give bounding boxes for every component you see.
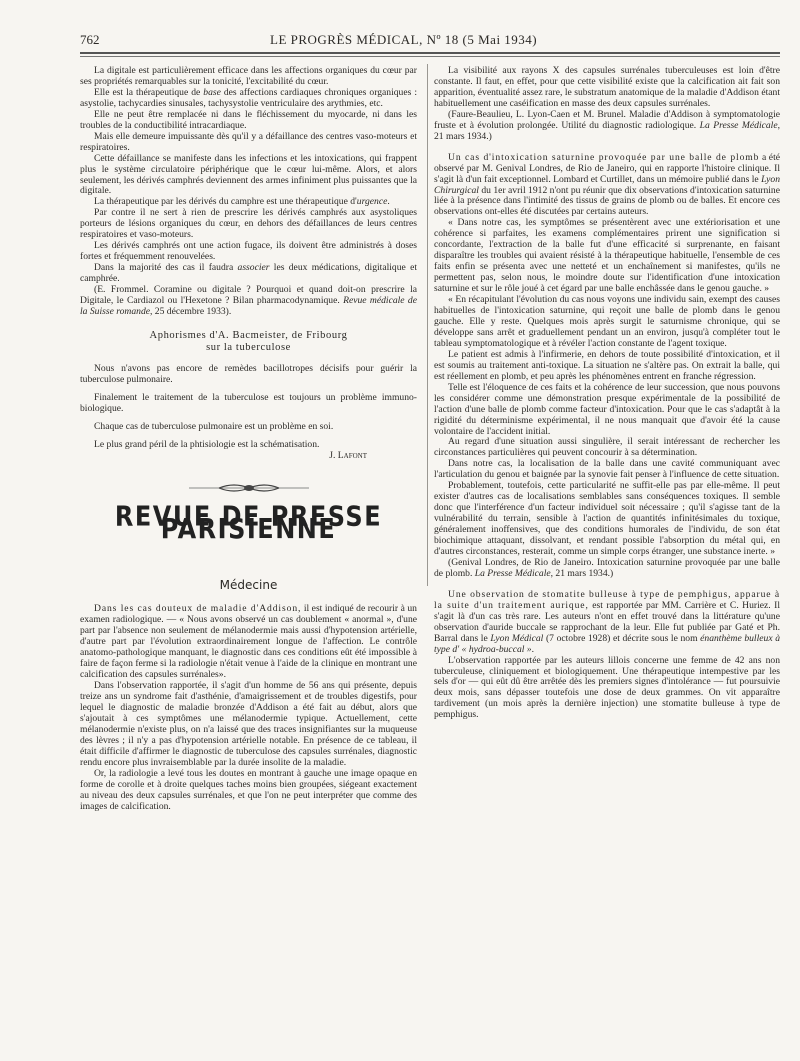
paragraph: Mais elle demeure impuissante dès qu'il y a défaillance des centres vaso-moteurs et respiratoires.	[80, 130, 417, 153]
section-heading: Médecine	[219, 577, 278, 592]
section-banner: REVUE DE PRESSE PARISIENNE	[114, 499, 383, 545]
aphorisms-heading: Aphorismes d'A. Bacmeister, de Fribourg sur la tuberculose	[149, 329, 348, 353]
article-paragraph: Or, la radiologie a levé tous les doutes en montrant à gauche une image opaque en forme de corolle et à droite quelques taches moins bien groupées, siégeant exactement au niveau des deux capsules surrénales, et que l'on ne peut interpréter que comme des images de calcification.	[80, 767, 417, 812]
citation: (E. Frommel. Coramine ou digitale ? Pourquoi et quand doit-on prescrire la Digitale, le Cardiazol ou l'Hexetone ? Bilan pharmacodynamique. Revue médicale de la Suisse romande, 25 décembre 1933).	[80, 284, 417, 317]
aphorism: Finalement le traitement de la tuberculose est toujours un problème immuno-biologique.	[80, 391, 417, 414]
article-paragraph: Dans notre cas, la localisation de la balle dans une cavité communiquant avec l'articulation du genou et baignée par la synovie fait penser à l'influence de cette situation.	[434, 458, 780, 481]
page-header	[80, 32, 780, 54]
article-paragraph: La visibilité aux rayons X des capsules surrénales tuberculeuses est loin d'être constante. Il faut, en effet, pour que cette visibilité existe que la calcification ait fait son apparition, éventualité assez rare, le substratum anatomique de la maladie d'Addison étant habituellement une caséification en masse des deux capsules surrénales.	[434, 65, 780, 109]
article-paragraph: Dans l'observation rapportée, il s'agit d'un homme de 56 ans qui présente, depuis treize ans un syndrome fait d'asthénie, d'amaigrissement et de troubles digestifs, pour lequel le diagnostic de maladie bronzée d'Addison a été fait au début, alors que s'ajoutait à ces symptômes une mélanodermie typique. Actuellement, cette mélanodermie n'existe plus, on n'a laissé que des traces insignifiantes sur la muqueuse des lèvres ; il n'y a pas d'hypotension artérielle notable. En présence de ce tableau, il était difficile d'affirmer le diagnostic de tuberculose des capsules surrénales, diagnostic rendu encore plus invraisemblable par la durée insolite de la maladie.	[80, 680, 417, 768]
running-title: LE PROGRÈS MÉDICAL, Nº 18 (5 Mai 1934)	[270, 32, 538, 47]
article-paragraph: Au regard d'une situation aussi singulière, il serait intéressant de rechercher les circonstances particulières qui peuvent concourir à sa détermination.	[434, 436, 780, 459]
article-paragraph: Une observation de stomatite bulleuse à type de pemphigus, apparue à la suite d'un traitement aurique, est rapportée par MM. Carrière et C. Huriez. Il s'agit là d'un cas très rare. Les auteurs n'ont en effet trouvé dans la littérature qu'une observation d'auride buccale se rapprochant de la leur. Elle fut publiée par Gaté et Ph. Barral dans le Lyon Médical (7 octobre 1928) et décrite sous le nom énanthème bulleux à type d' « hydroa-buccal ».	[434, 588, 780, 655]
article-paragraph: Telle est l'éloquence de ces faits et la cohérence de leur succession, que nous pouvons les considérer comme une démonstration presque expérimentale de la possibilité de l'action d'une balle de plomb comme facteur d'intoxication. Pour que le cas s'adaptât à la rigidité du déterminisme expérimental, il ne nous manquait que d'avoir été la cause volontaire de l'accident initial.	[434, 381, 780, 437]
aphorism: Le plus grand péril de la phtisiologie est la schématisation.	[94, 438, 320, 450]
article-paragraph: « En récapitulant l'évolution du cas nous voyons une individu sain, exempt des causes habituelles de l'intoxication saturnine, qui reçoit une balle de plomb dans le genou gauche. Elle y reste. Quelques mois après surgit le saturnisme chronique, qui se développe sans arrêt et graduellement pendant un an environ, jusqu'à compléter tout le tableau symptomatologique et à révéler l'action constante de l'agent toxique.	[434, 294, 780, 349]
paragraph: La digitale est particulièrement efficace dans les affections organiques du cœur par ses propriétés remarquables sur la tonicité, l'excitabilité du cœur.	[80, 65, 417, 87]
left-column	[80, 66, 417, 813]
paragraph: Cette défaillance se manifeste dans les infections et les intoxications, qui frappent plus le système circulatoire périphérique que le cœur lui-même. Alors, et alors seulement, les dérivés camphrés deviennent des armes infiniment plus puissantes que la digitale.	[80, 152, 417, 197]
article-paragraph: Le patient est admis à l'infirmerie, en dehors de toute possibilité d'intoxication, et il est soumis au traitement anti-toxique. La situation ne s'altère pas. On extrait la balle, qui est réellement en plomb, et peu après les phénomènes entrent en franche régression.	[434, 348, 780, 382]
paragraph: Les dérivés camphrés ont une action fugace, ils doivent être administrés à doses fortes et fréquemment renouvelées.	[80, 240, 417, 263]
aphorism: Nous n'avons pas encore de remèdes bacillotropes décisifs pour guérir la tuberculose pulmonaire.	[80, 362, 417, 385]
header-rule	[80, 52, 780, 54]
paragraph: Dans la majorité des cas il faudra associer les deux médications, digitalique et camphrée.	[80, 262, 417, 285]
paragraph: Par contre il ne sert à rien de prescrire les dérivés camphrés aux asystoliques porteurs de lésions organiques du cœur, en dehors des défaillances de leurs centres respiratoires et vaso-moteurs.	[80, 207, 417, 241]
paragraph: Elle est la thérapeutique de base des affections cardiaques chroniques organiques : asystolie, tachycardies sinusales, tachysystolie ventriculaire des arythmies, etc.	[80, 86, 417, 109]
author-signature: J. Lafont	[329, 449, 367, 461]
article-paragraph: L'observation rapportée par les auteurs lillois concerne une femme de 42 ans non tuberculeuse, cliniquement et biologiquement. Une thérapeutique intempestive par les sels d'or — qui eût dû être arrêtée dès les premiers signes d'intolérance — fut poursuivie deux mois, sans dépasser toutefois une dose de deux grammes. On vit apparaître tardivement (un mois après la dernière injection) une stomatite bulleuse à type de pemphigus.	[434, 654, 780, 721]
column-separator	[427, 64, 428, 586]
citation: (Faure-Beaulieu, L. Lyon-Caen et M. Brunel. Maladie d'Addison à symptomatologie fruste et à évolution prolongée. Utilité du diagnostic radiologique. La Presse Médicale, 21 mars 1934.)	[434, 108, 781, 142]
article-paragraph: Un cas d'intoxication saturnine provoquée par une balle de plomb a été observé par M. Genival Londres, de Rio de Janeiro, qui en rapporte l'histoire clinique. Il s'agit là d'un fait exceptionnel. Lombard et Curtillet, dans un mémoire publié dans le Lyon Chirurgical du 1er avril 1912 n'ont pu réunir que dix observations d'intoxication saturnine liée à la présence dans l'intimité des tissus de grains de plomb ou de balles. Et encore ces observations ont-elles été discutées par certains auteurs.	[434, 151, 780, 218]
article-paragraph: Dans les cas douteux de maladie d'Addison, il est indiqué de recourir à un examen radiologique. — « Nous avons observé un cas doublement « anormal », d'une part par l'absence non seulement de mélanodermie mais aussi d'hypotension artérielle, d'autre part par l'évolution extraordinairement longue de l'affection. Le contrôle anatomo-pathologique manquant, le diagnostic dans ces conditions eût été impossible à faire de façon ferme si la radiologie n'était venue à l'aide de la clinique en montrant une calcification des capsules surrénales».	[80, 603, 417, 681]
right-column	[434, 66, 780, 721]
page-number: 762	[80, 32, 100, 47]
paragraph: Elle ne peut être remplacée ni dans le fléchissement du myocarde, ni dans les troubles de la conductibilité intracardiaque.	[80, 108, 417, 131]
citation: (Genival Londres, de Rio de Janeiro. Intoxication saturnine provoquée par une balle de plomb. La Presse Médicale, 21 mars 1934.)	[434, 556, 780, 579]
aphorism: Chaque cas de tuberculose pulmonaire est un problème en soi.	[94, 420, 334, 432]
article-paragraph: « Dans notre cas, les symptômes se présentèrent avec une extériorisation et une cohérence si parfaites, les examens complémentaires prirent une signification si concordante, l'extraction de la balle fut d'une efficacité si surprenante, en faisant disparaître les troubles qui avaient résisté à la thérapeutique habituelle, l'ensemble de ces faits enfin se présenta avec une netteté et un enchaînement si manifestes, qu'ils ne permettent pas, selon nous, le moindre doute sur l'identification d'une intoxication saturnine et sur le rôle joué à cet égard par une balle enchâssée dans le genou gauche. »	[434, 217, 780, 295]
paragraph: La thérapeutique par les dérivés du camphre est une thérapeutique d'urgence.	[94, 196, 390, 208]
ornament-divider	[189, 482, 309, 494]
article-paragraph: Probablement, toutefois, cette particularité ne suffit-elle pas par elle-même. Il peut exister d'autres cas de localisations semblables sans conséquences toxiques. Il semble donc que l'interférence d'un facteur individuel soit nécessaire ; qu'il s'agisse tant de la vulnérabilité du terrain, sensible à l'action de quantités infinitésimales du toxique, généralement inoffensives, que des conditions humorales de l'individu, de son état biochimique attaquant, dissolvant, et rendant possible l'absorption du métal qui, en d'autres circonstances, resterait, comme un simple corps étranger, une substance inerte. »	[434, 480, 780, 557]
header-rule-thin	[80, 56, 780, 57]
